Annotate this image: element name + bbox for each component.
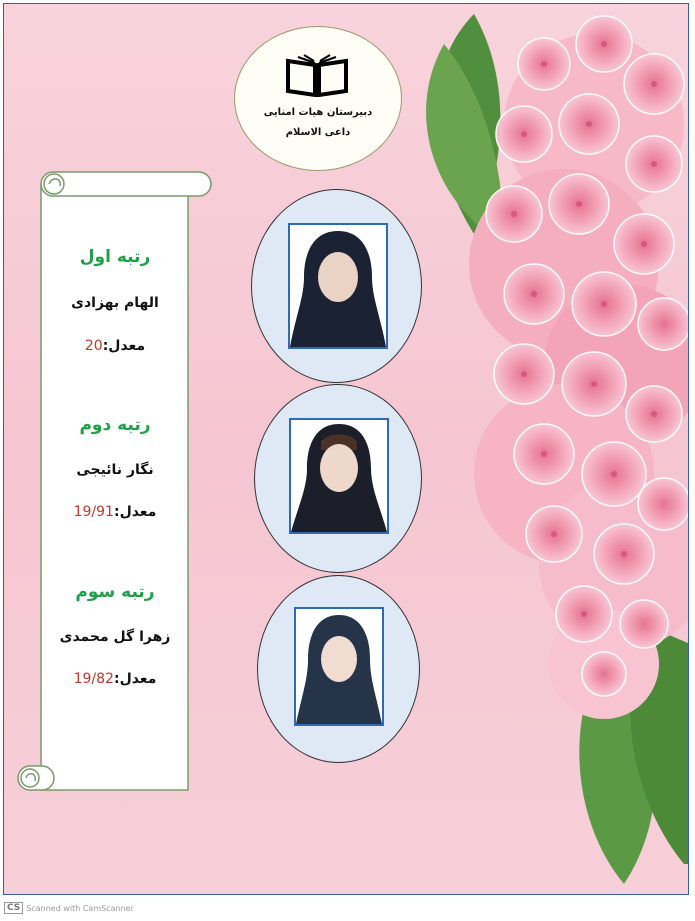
- school-name-line1: دبیرستان هیات امنایی: [263, 107, 373, 118]
- book-icon: [284, 53, 350, 97]
- rank-2-photo-frame: [254, 384, 422, 573]
- rank-1-average: [40, 338, 190, 354]
- rank-3-average: [40, 671, 190, 687]
- school-logo: [234, 26, 402, 171]
- scanner-watermark: [4, 902, 134, 914]
- average-label: معدل:: [113, 504, 157, 520]
- rank-1-title: رتبه اول: [79, 247, 151, 267]
- student-portrait-icon: [296, 609, 382, 724]
- student-portrait-icon: [290, 225, 386, 347]
- average-value: 19/91: [73, 504, 114, 520]
- school-name-line2: داعی الاسلام: [285, 127, 351, 138]
- camscanner-logo: CS: [4, 902, 23, 914]
- rank-2-average: [40, 504, 190, 520]
- rank-2-title: رتبه دوم: [79, 415, 151, 435]
- rank-1-student-photo: [288, 223, 388, 349]
- rank-3-student-photo: [294, 607, 384, 726]
- rank-2-student-name: نگار نائیجی: [76, 462, 154, 478]
- rank-3-title: رتبه سوم: [75, 582, 155, 602]
- rank-1-photo-frame: [251, 189, 422, 383]
- average-value: 20: [84, 338, 103, 354]
- student-portrait-icon: [291, 420, 387, 532]
- rank-2-student-photo: [289, 418, 389, 534]
- rank-1-student-name: الهام بهزادی: [71, 295, 159, 311]
- rank-3-student-name: زهرا گل محمدی: [59, 629, 171, 645]
- average-label: معدل:: [102, 338, 146, 354]
- certificate-page: [3, 3, 689, 895]
- average-value: 19/82: [73, 671, 114, 687]
- rank-3-photo-frame: [257, 575, 420, 763]
- scanner-text: Scanned with CamScanner: [26, 903, 134, 913]
- average-label: معدل:: [113, 671, 157, 687]
